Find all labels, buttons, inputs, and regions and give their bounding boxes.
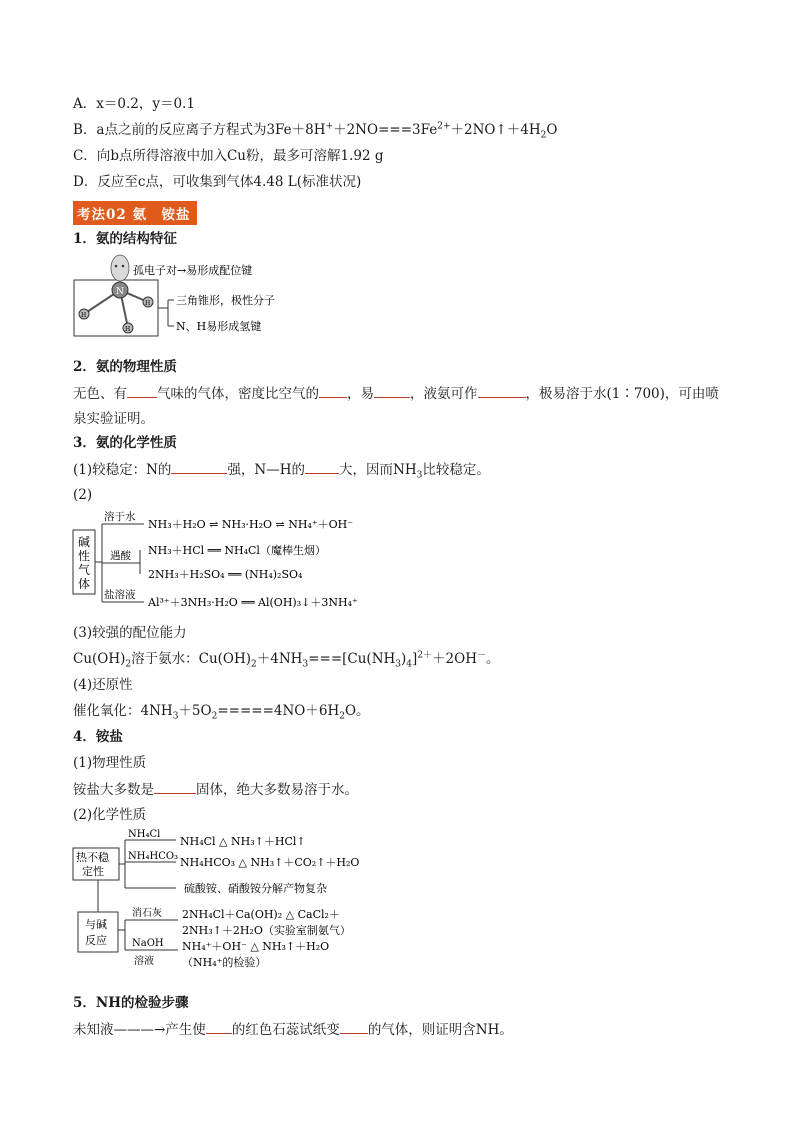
lone-pair-label: 孤电子对→易形成配位键 [133, 264, 253, 277]
ammonium-chemical: (2)化学性质 [73, 807, 147, 823]
blank [206, 1020, 232, 1034]
blank [127, 384, 157, 398]
text: =====4NO＋6H [217, 703, 340, 719]
text: ＋5O [178, 703, 212, 719]
box-text: 定性 [82, 865, 104, 878]
heading-structure: 1．氨的结构特征 [73, 231, 177, 247]
equation: NH₃＋HCl ══ NH₄Cl（魔棒生烟） [148, 544, 326, 557]
lone-pair-icon [111, 255, 129, 281]
detection-text [73, 1020, 513, 1039]
shape-label: 三角锥形，极性分子 [176, 294, 275, 307]
text: B．a点之前的反应离子方程式为3Fe＋8H [73, 122, 326, 138]
box-char: 气 [78, 563, 91, 577]
box-text: 反应 [85, 934, 107, 947]
text: 未知液———→产生使 [73, 1022, 206, 1038]
box-char: 碱 [78, 535, 91, 549]
blank [340, 1020, 368, 1034]
equation: 硫酸铵、硝酸铵分解产物复杂 [184, 882, 327, 895]
heading-detection: 5．NH的检验步骤 [73, 995, 189, 1011]
blank [154, 780, 196, 794]
branch-label: 溶于水 [104, 511, 136, 523]
atom-h-label: H [125, 326, 131, 333]
branch-label: 遇酸 [110, 550, 131, 562]
equation: NH₄HCO₃ △ NH₃↑＋CO₂↑＋H₂O [180, 856, 360, 869]
equation: NH₄⁺＋OH⁻ △ NH₃↑＋H₂O [182, 940, 330, 953]
subscript: 3 [395, 659, 402, 670]
box-text: 热不稳 [76, 851, 109, 864]
text: 的红色石蕊试纸变 [231, 1022, 340, 1038]
text: 催化氧化：4NH [73, 703, 173, 719]
text: Cu(OH) [73, 651, 126, 667]
box-char: 体 [78, 577, 91, 591]
equation: NH₃＋H₂O ⇌ NH₃·H₂O ⇌ NH₄⁺＋OH⁻ [148, 518, 354, 531]
equation: Al³⁺＋3NH₃·H₂O ══ Al(OH)₃↓＋3NH₄⁺ [148, 596, 358, 608]
subscript: 2 [540, 130, 547, 141]
option-a: A．x＝0.2，y＝0.1 [73, 96, 195, 112]
chem-item-4: (4)还原性 [73, 677, 133, 693]
subscript: 2 [125, 659, 132, 670]
text: 溶于氨水：Cu(OH) [131, 651, 252, 667]
option-d: D．反应至c点，可收集到气体4.48 L(标准状况) [73, 174, 362, 190]
text: ＋2NO [333, 122, 379, 138]
section-tag: 考法02 氨 铵盐 [73, 201, 197, 225]
branch-label: 消石灰 [132, 908, 162, 919]
cu-equation [73, 650, 500, 668]
chem-stability [73, 460, 490, 479]
option-b [73, 121, 557, 139]
subscript: 4 [406, 659, 413, 670]
text: 。 [486, 651, 500, 667]
subscript: 3 [172, 711, 179, 722]
box-text: 与碱 [85, 918, 107, 931]
text: 铵盐大多数是 [73, 782, 154, 798]
equation: 2NH₃↑＋2H₂O（实验室制氨气） [182, 924, 351, 937]
superscript: + [325, 121, 334, 132]
ammonia-structure-figure [70, 252, 330, 342]
atom-h-label: H [145, 300, 151, 307]
alkaline-gas-figure [70, 508, 400, 608]
subscript: 2 [211, 711, 218, 722]
text: 的气体，则证明含NH。 [367, 1022, 513, 1038]
equals-sign: === [378, 122, 413, 138]
equation: NH₄Cl △ NH₃↑＋HCl↑ [180, 835, 306, 848]
text: ，极易溶于水(1∶700)，可由喷 [525, 386, 719, 402]
superscript: 2＋ [417, 650, 433, 661]
subscript: 3 [416, 470, 423, 481]
physical-paragraph [73, 384, 719, 403]
text: 3Fe [412, 122, 438, 138]
branch-label: NH₄HCO₃ [128, 851, 179, 862]
hbond-label: N、H易形成氢键 [176, 320, 262, 333]
text: ＋4NH [256, 651, 303, 667]
text: O [546, 122, 558, 138]
text: ，易 [347, 386, 374, 402]
text: 比较稳定。 [422, 462, 490, 478]
subscript: 2 [251, 659, 257, 670]
ammonium-physical-text [73, 780, 358, 799]
heading-physical: 2．氨的物理性质 [73, 359, 177, 375]
text: 大，因而NH [339, 462, 417, 478]
blank [171, 460, 227, 474]
text: 无色、有 [73, 386, 127, 402]
option-c: C．向b点所得溶液中加入Cu粉，最多可溶解1.92 g [73, 148, 384, 164]
subscript: 3 [302, 659, 309, 670]
box-char: 性 [78, 549, 91, 563]
equation: 2NH₃＋H₂SO₄ ══ (NH₄)₂SO₄ [148, 568, 303, 581]
blank [478, 384, 526, 398]
ammonium-salt-figure [70, 826, 390, 968]
text: ，液氨可作 [410, 386, 478, 402]
chem-item-3: (3)较强的配位能力 [73, 625, 187, 641]
text: 固体，绝大多数易溶于水。 [196, 782, 358, 798]
heading-ammonium: 4．铵盐 [73, 729, 123, 745]
branch-label: 溶液 [134, 956, 154, 967]
equation: （NH₄⁺的检验） [182, 956, 267, 968]
blank [305, 460, 339, 474]
ammonium-physical: (1)物理性质 [73, 755, 147, 771]
branch-label: 盐溶液 [104, 589, 136, 601]
text: ＋2OH [432, 651, 477, 667]
heading-chemical: 3．氨的化学性质 [73, 435, 177, 451]
blank [374, 384, 410, 398]
text: ＋2NO↑＋4H [450, 122, 541, 138]
blank [319, 384, 347, 398]
text: 气味的气体，密度比空气的 [157, 386, 319, 402]
chem-item-2: (2) [73, 487, 93, 503]
superscript: － [476, 650, 486, 661]
oxidation-equation [73, 702, 370, 720]
atom-h-label: H [81, 312, 87, 319]
equation: 2NH₄Cl＋Ca(OH)₂ △ CaCl₂＋ [182, 908, 340, 921]
atom-n-label: N [116, 287, 124, 297]
superscript: 2+ [437, 121, 451, 132]
text: 强，N—H的 [227, 462, 306, 478]
physical-paragraph-cont: 泉实验证明。 [73, 411, 154, 427]
text: (1)较稳定：N的 [73, 462, 172, 478]
text: ===[Cu(NH [308, 651, 396, 667]
subscript: 2 [339, 711, 345, 722]
text: ] [412, 651, 418, 667]
branch-label: NH₄Cl [128, 829, 161, 840]
branch-label: NaOH [132, 938, 164, 949]
text: ) [401, 651, 407, 667]
text: O。 [344, 703, 370, 719]
